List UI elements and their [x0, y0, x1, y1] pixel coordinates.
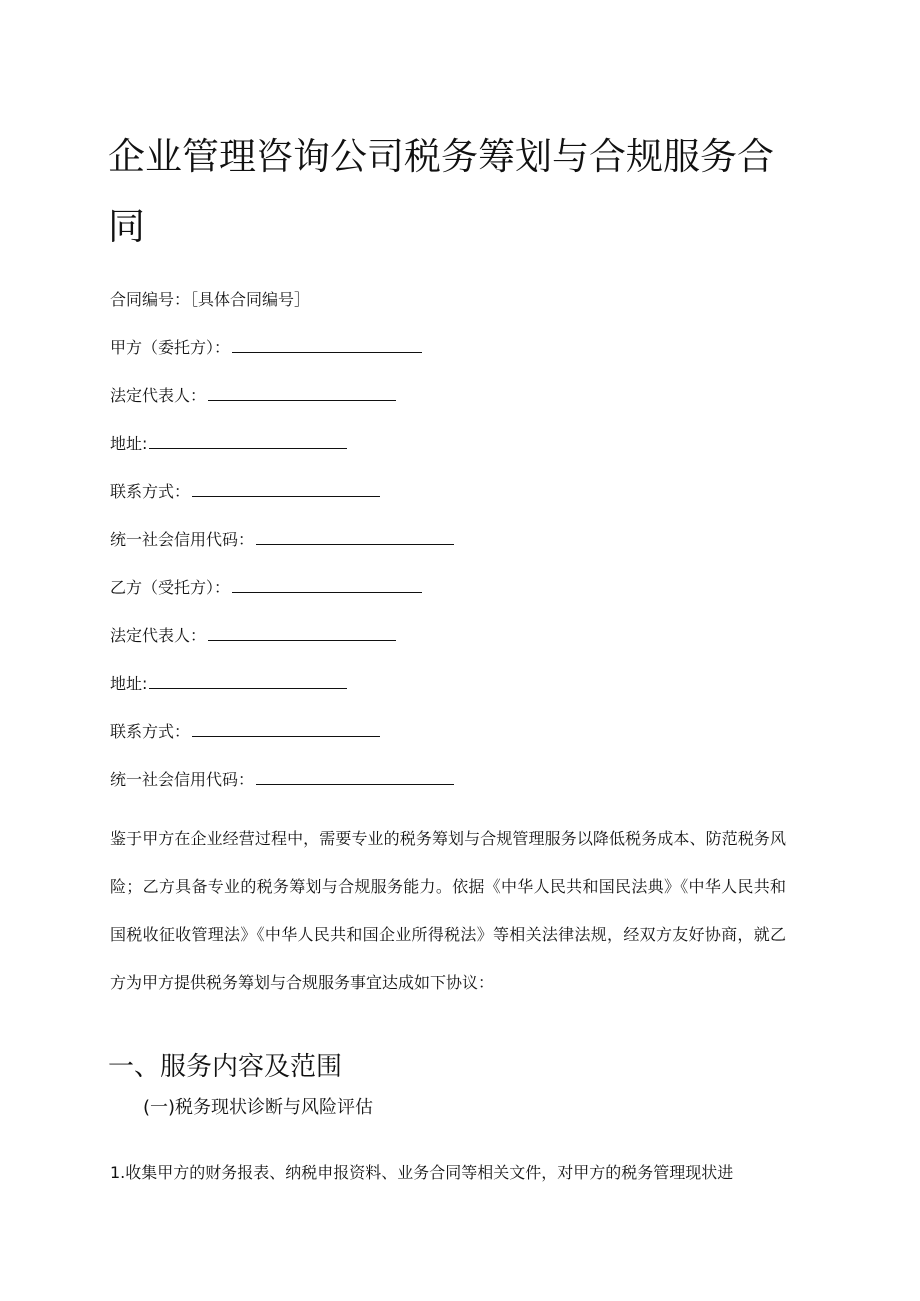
- party-a-name-blank[interactable]: [232, 336, 422, 353]
- party-b-contact-label: 联系方式：: [110, 722, 191, 741]
- party-a-credit-code-blank[interactable]: [256, 528, 454, 545]
- party-b-contact: [110, 720, 380, 744]
- party-a-heading-label: 甲方（委托方）：: [110, 338, 231, 357]
- party-b-credit-code-blank[interactable]: [256, 768, 454, 785]
- contract-number: [110, 288, 310, 312]
- preamble-paragraph: 鉴于甲方在企业经营过程中，需要专业的税务筹划与合规管理服务以降低税务成本、防范税务风险；乙方具备专业的税务筹划与合规服务能力。依据《中华人民共和国民法典》《中华人民共和国税收征收管理法》《中华人民共和国企业所得税法》等相关法律法规，经双方友好协商，就乙方为甲方提供税务筹划与合规服务事宜达成如下协议：: [110, 829, 786, 992]
- party-b-legal-rep-blank[interactable]: [208, 624, 396, 641]
- party-a-address-label: 地址:: [110, 434, 148, 453]
- party-b-legal-rep: [110, 624, 396, 648]
- party-a-legal-rep-label: 法定代表人：: [110, 386, 207, 405]
- party-b-legal-rep-label: 法定代表人：: [110, 626, 207, 645]
- party-b-heading-label: 乙方（受托方）：: [110, 578, 231, 597]
- party-b-address-label: 地址:: [110, 674, 148, 693]
- party-a-contact: [110, 480, 380, 504]
- party-b-credit-code: [110, 768, 454, 792]
- party-a-address: [110, 432, 347, 456]
- contract-number-label: 合同编号：［具体合同编号］: [110, 290, 311, 309]
- party-a-contact-blank[interactable]: [192, 480, 380, 497]
- party-a-legal-rep-blank[interactable]: [208, 384, 396, 401]
- party-a-credit-code: [110, 528, 454, 552]
- party-b-heading: [110, 576, 422, 600]
- section-1-heading: 一、服务内容及范围: [108, 1052, 343, 1082]
- subsection-1-heading: (一)税务现状诊断与风险评估: [143, 1097, 374, 1118]
- party-b-address: [110, 672, 347, 696]
- clause-1-text: 1.收集甲方的财务报表、纳税申报资料、业务合同等相关文件，对甲方的税务管理现状进: [110, 1163, 734, 1182]
- party-b-contact-blank[interactable]: [192, 720, 380, 737]
- party-b-name-blank[interactable]: [232, 576, 422, 593]
- party-a-address-blank[interactable]: [149, 432, 347, 449]
- party-a-heading: [110, 336, 422, 360]
- party-a-contact-label: 联系方式：: [110, 482, 191, 501]
- party-a-legal-rep: [110, 384, 396, 408]
- party-b-credit-code-label: 统一社会信用代码：: [110, 770, 255, 789]
- contract-title: 企业管理咨询公司税务筹划与合规服务合同: [108, 135, 774, 248]
- party-b-address-blank[interactable]: [149, 672, 347, 689]
- party-a-credit-code-label: 统一社会信用代码：: [110, 530, 255, 549]
